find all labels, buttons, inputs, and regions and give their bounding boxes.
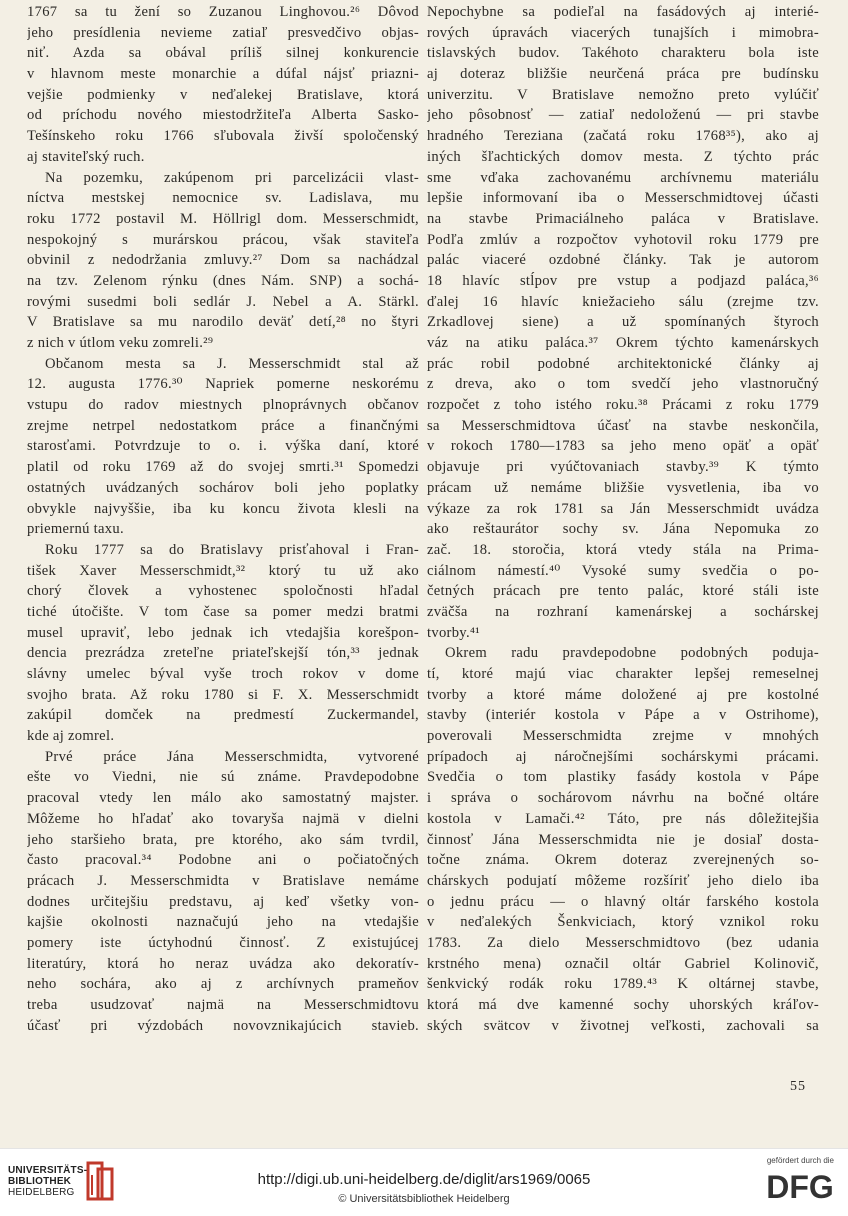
text-line: aj doteraz bližšie neurčená práca pre budínsku <box>427 66 819 83</box>
text-line: tvorby a ktoré máme doložené aj pre kostolné <box>427 686 819 703</box>
text-line: z nich v útlom veku zomreli.²⁹ <box>27 335 214 351</box>
text-line: Nepochybne sa podieľal na fasádových aj interié- <box>427 4 819 20</box>
text-line: ako reštaurátor sochy sv. Jána Nepomuka zo <box>427 521 819 538</box>
text-line: prác robil podobné architektonické články aj <box>427 355 819 372</box>
text-line: ktorá má dve kamenné sochy uhorských kráľov- <box>427 997 819 1013</box>
text-line: tišek Xaver Messerschmidt,³² ktorý tu už ako <box>27 562 419 579</box>
text-line: sa Messerschmidtova účasť na stavbe neskončila, <box>427 417 819 434</box>
library-name-line-2: BIBLIOTHEK <box>8 1176 72 1187</box>
text-line: musel upraviť, lebo jednak ich vtedajšia korešpon- <box>27 624 419 641</box>
text-line: jeho staršieho brata, pre ktorého, ako sám tvrdil, <box>27 831 419 848</box>
text-line: zrejme netrpel nedostatkom práce a finančnými <box>27 417 419 434</box>
text-line: ských svätcov v životnej veľkosti, zachovali sa <box>427 1017 819 1034</box>
text-line: jeho presídlenia nevieme zatiaľ presvedčivo objas- <box>27 24 419 41</box>
right-text-column <box>427 2 819 1036</box>
text-line: ďalej 16 hlavíc kniežacieho sálu (zrejme tzv. <box>427 293 819 310</box>
text-line: v neďalekých Šenkviciach, ktorý vznikol roku <box>427 914 819 931</box>
text-line: V Bratislave sa mu narodilo deväť detí,²⁸ no štyri <box>27 314 419 331</box>
text-line: roku 1772 postavil M. Höllrigl dom. Messerschmidt, <box>27 210 419 227</box>
text-line: zakúpil domček na predmestí Zuckermandel, <box>27 707 419 724</box>
text-line: pomery iste úctyhodnú činnosť. Z existujúcej <box>27 934 419 951</box>
text-line: krstného mena) označil oltár Gabriel Kolinovič, <box>427 955 819 972</box>
text-line: poverovali Messerschmidta zrejme v mnohých <box>427 728 819 745</box>
text-line: rozpočet z toho istého roku.³⁸ Prácami z roku 1779 <box>427 397 819 414</box>
text-line: ciálnom námestí.⁴⁰ Vysoké sumy svedčia o po- <box>427 562 819 579</box>
text-line: od príchodu nového miestodržiteľa Alberta Sasko- <box>27 107 419 124</box>
text-line: tvorby.⁴¹ <box>427 624 480 641</box>
text-line: pracoval vtedy len málo ako samostatný majster. <box>27 790 419 807</box>
text-line: sme vďaka zachovanému archívnemu materiálu <box>427 169 819 186</box>
text-line: Svedčia o tom plastiky fasády kostola v Pápe <box>427 769 819 786</box>
text-line: prácam už nemáme bližšie vysvetlenia, iba vo <box>427 479 819 496</box>
text-line: rovými susedmi boli sedlár J. Nebel a A. Stärkl. <box>27 293 419 310</box>
text-line: starosťami. Potvrdzuje to o. i. výška daní, ktoré <box>27 438 419 455</box>
page-number: 55 <box>790 1079 806 1094</box>
text-line: vejšie podmienky v neďalekej Bratislave, ktorá <box>27 86 419 103</box>
text-line: dodnes určitejšiu predstavu, aj keď všetky von- <box>27 893 419 910</box>
text-line: Okrem radu pravdepodobne podobných poduja- <box>445 645 819 662</box>
text-line: Tešínskeho roku 1766 sľubovala živší spoločenský <box>27 128 419 145</box>
text-line: platil od roku 1769 až do svojej smrti.³¹ Spomedzi <box>27 459 419 476</box>
left-text-column <box>27 2 419 1036</box>
text-line: šenkvický rodák roku 1789.⁴³ K oltárnej stavbe, <box>427 976 819 993</box>
text-line: Na pozemku, zakúpenom pri parcelizácii vlast- <box>45 169 419 186</box>
text-line: obvinil z nedodržania zmluvy.²⁷ Dom sa nachádzal <box>27 252 419 269</box>
dfg-logo-text: DFG <box>766 1169 834 1203</box>
text-line: objavuje pri vyúčtovaniach stavby.³⁹ K týmto <box>427 459 819 476</box>
text-line: svojho brata. Až roku 1780 si F. X. Messerschmidt <box>27 686 419 703</box>
text-line: Občanom mesta sa J. Messerschmidt stal až <box>45 355 419 372</box>
text-line: aj staviteľský ruch. <box>27 148 145 165</box>
text-line: univerzitu. V Bratislave nemožno preto vylúčiť <box>427 86 819 103</box>
text-line: kajšie okolnosti naznačujú jeho na vtedajšie <box>27 914 419 931</box>
text-line: priemernú taxu. <box>27 521 124 538</box>
text-line: 18 hlavíc stĺpov pre vstup a podjazd paláca,³⁶ <box>427 272 819 289</box>
text-line: četných prácach pre tento palác, ktoré stáli iste <box>427 583 819 600</box>
text-line: i správa o sochárovom návrhu na bočné oltáre <box>427 790 819 807</box>
text-line: o jednu prácu — o hlavný oltár farského kostola <box>427 893 819 910</box>
text-line: stavby (interiér kostola v Pápe a v Ostrihome), <box>427 707 819 724</box>
dfg-logo-icon[interactable] <box>762 1169 838 1203</box>
text-line: tí, ktoré majú viac charakter lepšej remeselnej <box>427 666 819 682</box>
copyright-notice: © Universitätsbibliothek Heidelberg <box>338 1193 510 1205</box>
text-line: na tzv. Zelenom rýnku (dnes Nám. SNP) a sochá- <box>27 272 419 289</box>
text-line: na stavbe Primaciálneho paláca v Bratislave. <box>427 210 819 227</box>
text-line: níctva mestskej nemocnice sv. Ladislava, mu <box>27 190 419 207</box>
text-line: Roku 1777 sa do Bratislavy prisťahoval i Fran- <box>45 541 419 558</box>
text-line: hradného Tereziana (začatá roku 1768³⁵), ako aj <box>427 128 819 145</box>
text-line: 1783. Za dielo Messerschmidtovo (bez udania <box>427 934 819 951</box>
text-line: v hlavnom meste monarchie a dúfal nájsť priazni- <box>27 66 419 83</box>
text-line: chorý človek a vyhostenec spoločnosti hľadal <box>27 583 419 600</box>
text-line: slávny umelec býval vyše troch rokov v dome <box>27 666 419 682</box>
text-line: obvykle najvyššie, iba ku koncu života klesli na <box>27 500 419 517</box>
text-line: literatúry, ktorá ho neraz uvádza ako dekoratív- <box>27 955 419 972</box>
text-line: v rokoch 1780—1783 sa jeho meno opäť a opäť <box>427 438 819 455</box>
text-line: váz na atiku paláca.³⁷ Okrem týchto kamenárskych <box>427 335 819 351</box>
text-line: tislavských budov. Takéhoto charakteru bola iste <box>427 45 819 62</box>
text-line: iných šľachtických domov mesta. Z týchto prác <box>427 148 819 165</box>
text-line: výkaze za rok 1781 sa Ján Messerschmidt uvádza <box>427 500 819 517</box>
text-line: prípadoch aj náročnejšími sochárskymi prácami. <box>427 748 819 765</box>
text-line: ešte vo Viedni, nie sú známe. Pravdepodobne <box>27 769 419 786</box>
text-line: z dreva, ako o tom svedčí jeho vlastnoručný <box>427 376 819 393</box>
text-line: často pracoval.³⁴ Podobne ani o počiatočných <box>27 852 419 869</box>
library-name-line-1: UNIVERSITÄTS- <box>8 1165 88 1176</box>
text-line: zač. 18. storočia, ktorá vtedy stála na Prima- <box>427 541 819 558</box>
text-line: točne známa. Okrem doteraz zverejnených so- <box>427 852 819 869</box>
library-name-line-3: HEIDELBERG <box>8 1187 75 1198</box>
text-line: palác viaceré ozdobné články. Tak je autorom <box>427 252 819 269</box>
text-line: tiché útočište. V tom čase sa pomer medzi bratmi <box>27 603 419 620</box>
text-line: účasť pri výzdobách novovznikajúcich stavieb. <box>27 1017 419 1034</box>
sponsor-label: gefördert durch die <box>766 1156 834 1165</box>
text-line: 12. augusta 1776.³⁰ Napriek pomerne neskorému <box>27 376 419 393</box>
text-line: treba usudzovať najmä na Messerschmidtovu <box>27 997 419 1013</box>
text-line: vstupu do radov miestnych plnoprávnych občanov <box>27 397 419 414</box>
text-line: dencia prezrádza zreteľne priateľskejší tón,³³ jednak <box>27 645 419 662</box>
text-line: Prvé práce Jána Messerschmidta, vytvorené <box>45 748 419 765</box>
text-line: Môžeme ho hľadať ako tovaryša najmä v dielni <box>27 810 419 827</box>
text-line: jeho pôsobnosť — zatiaľ nedoloženú — pri stavbe <box>427 107 819 124</box>
text-line: niť. Azda sa obával príliš silnej konkurencie <box>27 45 419 62</box>
text-line: lepšie informovaní iba o Messerschmidtovej účasti <box>427 190 819 207</box>
text-line: prácach J. Messerschmidta v Bratislave nemáme <box>27 872 419 889</box>
text-line: rových úpravách viacerých tunajších i mimobra- <box>427 24 819 41</box>
text-line: činnosť Jána Messerschmidta nie je dosiaľ dosta- <box>427 831 819 848</box>
text-line: neho sochára, ako aj z archívnych prameňov <box>27 976 419 993</box>
viewer-footer <box>0 1148 848 1216</box>
text-line: kde aj zomrel. <box>27 728 115 745</box>
text-line: kostola v Lamači.⁴² Táto, pre nás dôležitejšia <box>427 810 819 827</box>
text-line: nespokojný s murárskou prácou, však staviteľa <box>27 231 419 248</box>
text-line: Zrkadlovej siene) a už spomínaných štyroch <box>427 314 819 331</box>
permalink-url[interactable]: http://digi.ub.uni-heidelberg.de/diglit/ars1969/0065 <box>257 1171 591 1188</box>
text-line: 1767 sa tu žení so Zuzanou Linghovou.²⁶ Dôvod <box>27 4 419 20</box>
text-line: zväčša na rozhraní kamenárskej a sochárskej <box>427 603 819 620</box>
text-line: chárskych podujatí môžeme rozšíriť jeho dielo iba <box>427 872 819 889</box>
text-line: ostatných uvádzaných sochárov boli jeho poplatky <box>27 479 419 496</box>
text-line: Podľa zmlúv a rozpočtov vyhotovil roku 1779 pre <box>427 231 819 248</box>
